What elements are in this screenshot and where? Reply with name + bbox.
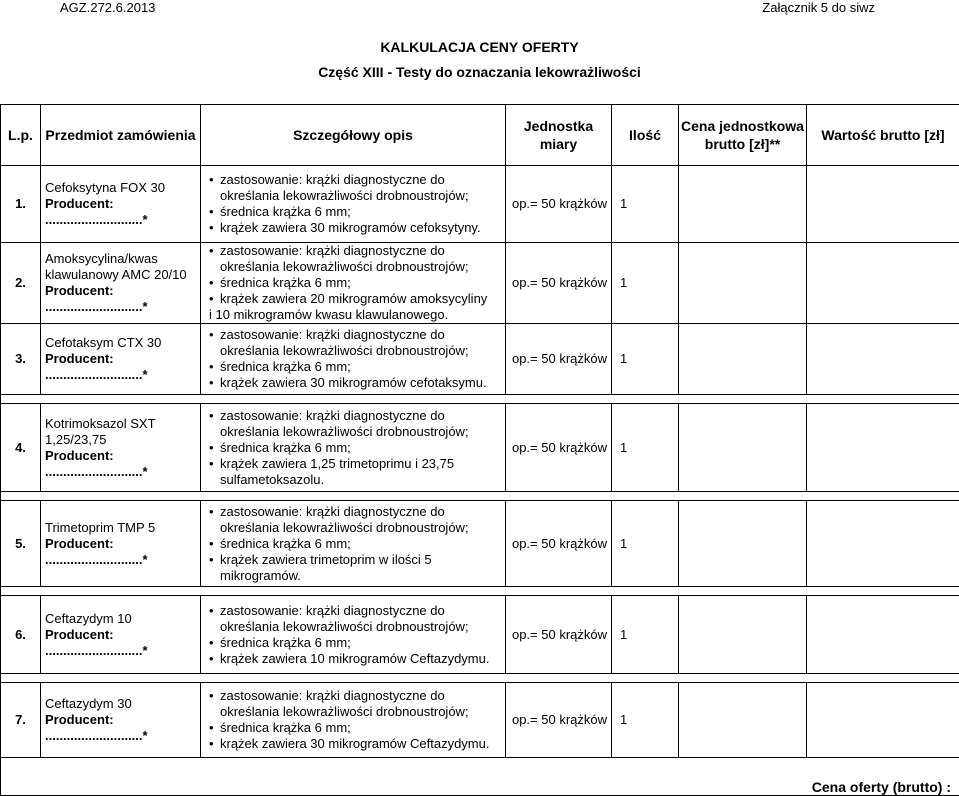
item-name: Cefotaksym CTX 30 <box>45 335 200 351</box>
description-bullet: • krążek zawiera 30 mikrogramów cefoksytyny. <box>209 220 505 236</box>
value-cell[interactable] <box>807 166 959 243</box>
col-unit: Jednostka miary <box>506 105 612 166</box>
description-bullet: • krążek zawiera 10 mikrogramów Ceftazydymu. <box>209 651 505 667</box>
unit-price-cell[interactable] <box>679 683 807 758</box>
value-cell[interactable] <box>807 683 959 758</box>
item-cell <box>41 404 201 492</box>
item-name: Ceftazydym 10 <box>45 611 200 627</box>
document-title: KALKULACJA CENY OFERTY <box>0 39 959 55</box>
description-bullet: • zastosowanie: krążki diagnostyczne do określania lekowrażliwości drobnoustrojów; <box>209 408 505 440</box>
description-bullet: • krążek zawiera 30 mikrogramów cefotaksymu. <box>209 375 505 391</box>
item-name: Kotrimoksazol SXT 1,25/23,75 <box>45 416 200 448</box>
row-spacer <box>1 395 959 404</box>
producer-field[interactable]: ...........................* <box>45 367 200 383</box>
description-bullet: • średnica krążka 6 mm; <box>209 275 505 291</box>
row-number: 2. <box>1 243 41 324</box>
value-cell[interactable] <box>807 324 959 395</box>
description-cell <box>201 166 506 243</box>
description-bullet: • zastosowanie: krążki diagnostyczne do określania lekowrażliwości drobnoustrojów; <box>209 172 505 204</box>
col-item: Przedmiot zamówienia <box>41 105 201 166</box>
item-cell <box>41 501 201 587</box>
table-row <box>1 166 959 243</box>
table-row <box>1 501 959 587</box>
producer-label: Producent: <box>45 448 200 464</box>
description-cell <box>201 683 506 758</box>
producer-field[interactable]: ...........................* <box>45 728 200 744</box>
quantity-cell: 1 <box>612 324 679 395</box>
table-header-row <box>1 105 959 166</box>
producer-label: Producent: <box>45 351 200 367</box>
row-spacer <box>1 587 959 596</box>
document-reference: AGZ.272.6.2013 <box>60 0 155 15</box>
item-name: Amoksycylina/kwas klawulanowy AMC 20/10 <box>45 251 200 283</box>
quantity-cell: 1 <box>612 166 679 243</box>
item-cell <box>41 683 201 758</box>
unit-cell: op.= 50 krążków <box>506 501 612 587</box>
producer-label: Producent: <box>45 536 200 552</box>
unit-cell: op.= 50 krążków <box>506 404 612 492</box>
description-bullet: • średnica krążka 6 mm; <box>209 536 505 552</box>
description-cell <box>201 404 506 492</box>
producer-label: Producent: <box>45 196 200 212</box>
value-cell[interactable] <box>807 596 959 674</box>
total-row <box>1 758 959 796</box>
unit-cell: op.= 50 krążków <box>506 166 612 243</box>
table-row <box>1 243 959 324</box>
total-label: Cena oferty (brutto) : <box>812 779 951 795</box>
row-number: 1. <box>1 166 41 243</box>
quantity-cell: 1 <box>612 501 679 587</box>
quantity-cell: 1 <box>612 243 679 324</box>
table-row <box>1 596 959 674</box>
producer-label: Producent: <box>45 627 200 643</box>
item-cell <box>41 596 201 674</box>
row-spacer <box>1 492 959 501</box>
col-value: Wartość brutto [zł] <box>807 105 959 166</box>
attachment-label: Załącznik 5 do siwz <box>762 0 875 15</box>
quantity-cell: 1 <box>612 596 679 674</box>
description-bullet: • krążek zawiera trimetoprim w ilości 5 mikrogramów. <box>209 552 505 584</box>
unit-cell: op.= 50 krążków <box>506 596 612 674</box>
col-description: Szczegółowy opis <box>201 105 506 166</box>
item-name: Trimetoprim TMP 5 <box>45 520 200 536</box>
quantity-cell: 1 <box>612 683 679 758</box>
unit-price-cell[interactable] <box>679 596 807 674</box>
unit-price-cell[interactable] <box>679 166 807 243</box>
row-number: 4. <box>1 404 41 492</box>
description-bullet: • zastosowanie: krążki diagnostyczne do określania lekowrażliwości drobnoustrojów; <box>209 243 505 275</box>
producer-field[interactable]: ...........................* <box>45 212 200 228</box>
item-cell <box>41 243 201 324</box>
unit-cell: op.= 50 krążków <box>506 324 612 395</box>
value-cell[interactable] <box>807 501 959 587</box>
description-bullet: • średnica krążka 6 mm; <box>209 204 505 220</box>
description-bullet: • średnica krążka 6 mm; <box>209 440 505 456</box>
description-continuation: i 10 mikrogramów kwasu klawulanowego. <box>209 307 505 323</box>
description-cell <box>201 243 506 324</box>
producer-field[interactable]: ...........................* <box>45 643 200 659</box>
quantity-cell: 1 <box>612 404 679 492</box>
col-unit-price: Cena jednostkowa brutto [zł]** <box>679 105 807 166</box>
item-cell <box>41 166 201 243</box>
item-name: Ceftazydym 30 <box>45 696 200 712</box>
producer-field[interactable]: ...........................* <box>45 299 200 315</box>
offer-table <box>0 104 959 796</box>
item-cell <box>41 324 201 395</box>
unit-price-cell[interactable] <box>679 243 807 324</box>
row-number: 7. <box>1 683 41 758</box>
description-cell <box>201 596 506 674</box>
description-cell <box>201 501 506 587</box>
value-cell[interactable] <box>807 404 959 492</box>
unit-cell: op.= 50 krążków <box>506 243 612 324</box>
row-spacer <box>1 674 959 683</box>
description-bullet: • krążek zawiera 1,25 trimetoprimu i 23,75 sulfametoksazolu. <box>209 456 505 488</box>
unit-price-cell[interactable] <box>679 501 807 587</box>
producer-field[interactable]: ...........................* <box>45 464 200 480</box>
description-bullet: • średnica krążka 6 mm; <box>209 635 505 651</box>
table-row <box>1 324 959 395</box>
row-number: 5. <box>1 501 41 587</box>
description-bullet: • krążek zawiera 30 mikrogramów Ceftazydymu. <box>209 736 505 752</box>
table-row <box>1 404 959 492</box>
producer-label: Producent: <box>45 712 200 728</box>
producer-field[interactable]: ...........................* <box>45 552 200 568</box>
document-subtitle: Część XIII - Testy do oznaczania lekowrażliwości <box>0 64 959 80</box>
unit-price-cell[interactable] <box>679 324 807 395</box>
row-number: 6. <box>1 596 41 674</box>
value-cell[interactable] <box>807 243 959 324</box>
producer-label: Producent: <box>45 283 200 299</box>
col-quantity: Ilość <box>612 105 679 166</box>
table-row <box>1 683 959 758</box>
description-bullet: • średnica krążka 6 mm; <box>209 359 505 375</box>
description-bullet: • średnica krążka 6 mm; <box>209 720 505 736</box>
description-cell <box>201 324 506 395</box>
description-bullet: • zastosowanie: krążki diagnostyczne do określania lekowrażliwości drobnoustrojów; <box>209 603 505 635</box>
description-bullet: • zastosowanie: krążki diagnostyczne do określania lekowrażliwości drobnoustrojów; <box>209 688 505 720</box>
col-lp: L.p. <box>1 105 41 166</box>
unit-cell: op.= 50 krążków <box>506 683 612 758</box>
unit-price-cell[interactable] <box>679 404 807 492</box>
row-number: 3. <box>1 324 41 395</box>
item-name: Cefoksytyna FOX 30 <box>45 180 200 196</box>
description-bullet: • zastosowanie: krążki diagnostyczne do określania lekowrażliwości drobnoustrojów; <box>209 327 505 359</box>
description-bullet: • krążek zawiera 20 mikrogramów amoksycyliny <box>209 291 505 307</box>
description-bullet: • zastosowanie: krążki diagnostyczne do określania lekowrażliwości drobnoustrojów; <box>209 504 505 536</box>
